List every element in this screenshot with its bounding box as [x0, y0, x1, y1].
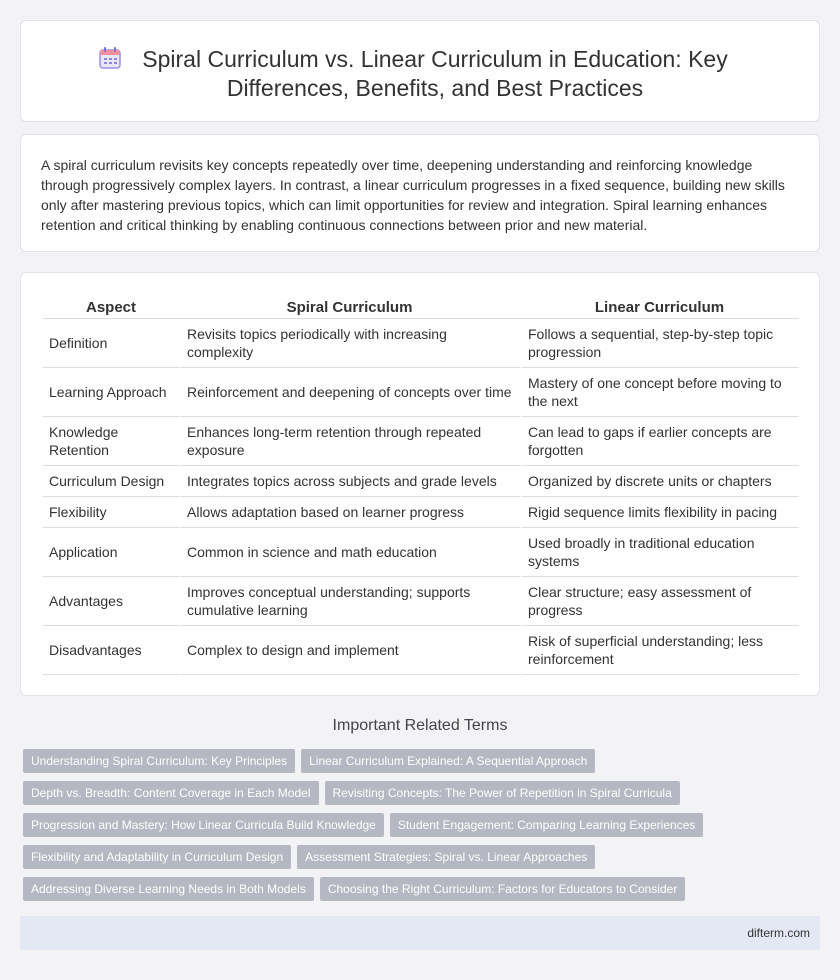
row-spiral: Complex to design and implement [179, 626, 520, 675]
comparison-card [20, 272, 820, 696]
column-header-spiral: Spiral Curriculum [179, 297, 520, 319]
row-linear: Rigid sequence limits flexibility in pacing [520, 497, 799, 528]
row-spiral: Allows adaptation based on learner progress [179, 497, 520, 528]
related-term-tag[interactable]: Depth vs. Breadth: Content Coverage in Each Model [23, 781, 319, 805]
column-header-aspect: Aspect [43, 297, 179, 319]
row-spiral: Improves conceptual understanding; supports cumulative learning [179, 577, 520, 626]
intro-card [20, 134, 820, 252]
row-linear: Used broadly in traditional education systems [520, 528, 799, 577]
row-aspect: Knowledge Retention [43, 417, 179, 466]
table-row [43, 626, 799, 675]
row-linear: Organized by discrete units or chapters [520, 466, 799, 497]
row-spiral: Enhances long-term retention through repeated exposure [179, 417, 520, 466]
row-aspect: Advantages [43, 577, 179, 626]
comparison-table [43, 297, 799, 675]
row-aspect: Definition [43, 319, 179, 368]
site-link[interactable]: difterm.com [747, 926, 810, 940]
related-term-tag[interactable]: Flexibility and Adaptability in Curriculum Design [23, 845, 291, 869]
row-aspect: Learning Approach [43, 368, 179, 417]
column-header-linear: Linear Curriculum [520, 297, 799, 319]
table-row [43, 528, 799, 577]
row-aspect: Curriculum Design [43, 466, 179, 497]
row-linear: Can lead to gaps if earlier concepts are forgotten [520, 417, 799, 466]
table-row [43, 417, 799, 466]
row-linear: Mastery of one concept before moving to the next [520, 368, 799, 417]
related-term-tag[interactable]: Revisiting Concepts: The Power of Repetition in Spiral Curricula [325, 781, 680, 805]
intro-paragraph: A spiral curriculum revisits key concepts repeatedly over time, deepening understanding and reinforcing knowledge through progressively complex layers. In contrast, a linear curriculum progresses in a fixed sequence, building new skills only after mastering previous topics, which can limit opportunities for review and integration. Spiral learning enhances retention and critical thinking by enabling continuous connections between prior and new material. [41, 157, 785, 233]
related-term-tag[interactable]: Understanding Spiral Curriculum: Key Principles [23, 749, 295, 773]
table-row [43, 319, 799, 368]
related-term-tag[interactable]: Linear Curriculum Explained: A Sequential Approach [301, 749, 595, 773]
row-linear: Follows a sequential, step-by-step topic progression [520, 319, 799, 368]
related-term-tag[interactable]: Student Engagement: Comparing Learning Experiences [390, 813, 704, 837]
related-terms-list [23, 749, 813, 909]
related-terms-heading: Important Related Terms [332, 717, 508, 734]
related-term-tag[interactable]: Assessment Strategies: Spiral vs. Linear Approaches [297, 845, 595, 869]
row-linear: Risk of superficial understanding; less reinforcement [520, 626, 799, 675]
row-spiral: Revisits topics periodically with increasing complexity [179, 319, 520, 368]
related-term-tag[interactable]: Progression and Mastery: How Linear Curricula Build Knowledge [23, 813, 384, 837]
row-aspect: Application [43, 528, 179, 577]
table-row [43, 577, 799, 626]
table-row [43, 497, 799, 528]
footer [20, 916, 820, 950]
related-term-tag[interactable]: Choosing the Right Curriculum: Factors for Educators to Consider [320, 877, 685, 901]
table-row [43, 466, 799, 497]
page-title: Spiral Curriculum vs. Linear Curriculum in Education: Key Differences, Benefits, and Best Practices [142, 46, 728, 101]
related-term-tag[interactable]: Addressing Diverse Learning Needs in Both Models [23, 877, 314, 901]
row-aspect: Disadvantages [43, 626, 179, 675]
row-spiral: Reinforcement and deepening of concepts over time [179, 368, 520, 417]
title-card [20, 20, 820, 122]
table-row [43, 368, 799, 417]
row-spiral: Common in science and math education [179, 528, 520, 577]
row-aspect: Flexibility [43, 497, 179, 528]
row-spiral: Integrates topics across subjects and grade levels [179, 466, 520, 497]
row-linear: Clear structure; easy assessment of progress [520, 577, 799, 626]
table-header-row [43, 297, 799, 319]
